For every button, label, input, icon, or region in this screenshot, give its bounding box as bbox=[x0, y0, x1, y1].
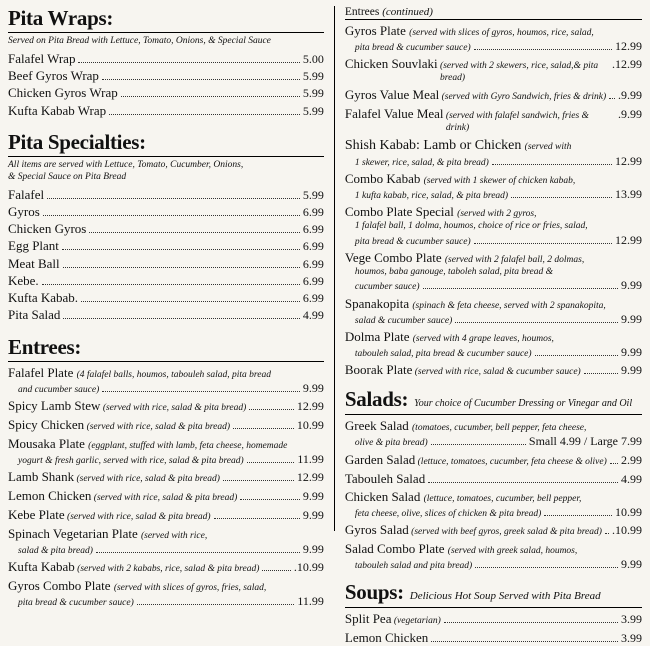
item-price: 6.99 bbox=[302, 204, 324, 219]
dot-leader bbox=[43, 209, 300, 216]
item-name: Spinach Vegetarian Plate bbox=[8, 525, 138, 541]
dot-leader bbox=[109, 108, 300, 115]
left-column bbox=[8, 6, 334, 608]
item-desc: (served with rice, salad & pita bread) bbox=[102, 402, 247, 413]
item-desc: (served with Gyro Sandwich, fries & drink) bbox=[441, 92, 607, 103]
item-price: 9.99 bbox=[302, 541, 324, 556]
item-desc: (lettuce, tomatoes, cucumber, feta cheese & olive) bbox=[417, 456, 607, 467]
list-item bbox=[8, 204, 324, 220]
dot-leader bbox=[249, 403, 294, 410]
dot-leader bbox=[63, 312, 300, 319]
item-price: Small 4.99 / Large 7.99 bbox=[528, 434, 642, 449]
item-desc: (vegetarian) bbox=[393, 616, 441, 627]
item-name: Chicken Souvlaki bbox=[344, 56, 438, 72]
item-desc-cont: pita bread & cucumber sauce) bbox=[18, 597, 134, 608]
dot-leader bbox=[431, 635, 618, 642]
soups-title: Soups: bbox=[344, 580, 404, 605]
salads-subtitle: Your choice of Cucumber Dressing or Vinegar and Oil bbox=[414, 398, 633, 410]
pita-wraps-list bbox=[8, 51, 324, 119]
list-item bbox=[345, 137, 642, 169]
item-price: 13.99 bbox=[615, 187, 642, 202]
item-name: Spicy Chicken bbox=[8, 416, 85, 432]
item-price: 6.99 bbox=[302, 291, 324, 306]
item-desc: (spinach & feta cheese, served with 2 spanakopita, bbox=[412, 300, 606, 311]
dot-leader bbox=[78, 56, 299, 63]
dot-leader bbox=[214, 512, 300, 519]
item-name: Gyros bbox=[8, 203, 40, 219]
list-item bbox=[8, 507, 324, 524]
divider bbox=[8, 361, 324, 362]
item-price: 11.99 bbox=[297, 451, 324, 466]
list-item bbox=[8, 578, 324, 609]
salads-heading bbox=[345, 387, 642, 413]
item-desc: (served with rice, salad & pita bread) bbox=[76, 474, 220, 485]
entrees-continued-label: (continued) bbox=[382, 6, 433, 18]
divider bbox=[345, 414, 642, 415]
item-desc-cont: tabouleh salad, pita bread & cucumber sauce) bbox=[354, 349, 532, 360]
item-desc: (served with rice, bbox=[140, 530, 208, 541]
item-price: 11.99 bbox=[297, 593, 324, 608]
item-desc: (served with rice, salad & cucumber sauce) bbox=[414, 367, 581, 378]
list-item bbox=[8, 559, 324, 576]
list-item bbox=[8, 68, 324, 84]
item-name: Falafel Wrap bbox=[8, 50, 76, 66]
item-name: Lemon Chicken bbox=[8, 487, 92, 503]
item-name: Lamb Shank bbox=[8, 469, 75, 485]
item-price: 12.99 bbox=[615, 39, 642, 53]
item-price: 6.99 bbox=[302, 273, 324, 288]
list-item bbox=[8, 221, 324, 237]
dot-leader bbox=[609, 92, 615, 99]
dot-leader bbox=[137, 598, 295, 605]
item-price: 5.00 bbox=[302, 51, 324, 66]
item-price: 12.99 bbox=[296, 398, 324, 413]
list-item bbox=[8, 398, 324, 415]
item-name: Split Pea bbox=[344, 611, 392, 627]
item-desc: (served with 4 grape leaves, houmos, bbox=[412, 334, 554, 345]
dot-leader bbox=[431, 438, 526, 445]
item-name: Mousaka Plate bbox=[8, 435, 85, 451]
item-price: 4.99 bbox=[302, 308, 324, 323]
item-price: 9.99 bbox=[302, 380, 324, 395]
item-price: 12.99 bbox=[615, 232, 642, 247]
divider bbox=[8, 156, 324, 157]
list-item bbox=[8, 256, 324, 272]
item-name: Salad Combo Plate bbox=[344, 540, 445, 556]
divider bbox=[345, 607, 642, 608]
item-price: 9.99 bbox=[621, 345, 642, 360]
item-price: 6.99 bbox=[302, 256, 324, 271]
note-line-2: & Special Sauce on Pita Bread bbox=[8, 171, 127, 182]
item-price: 2.99 bbox=[621, 452, 642, 467]
dot-leader bbox=[89, 226, 300, 233]
item-name: Lemon Chicken bbox=[344, 630, 429, 645]
item-desc-cont: feta cheese, olive, slices of chicken & pita bread) bbox=[354, 508, 542, 519]
item-price: .9.99 bbox=[618, 88, 642, 103]
list-item bbox=[8, 526, 324, 557]
item-desc-cont: salad & pita bread) bbox=[18, 545, 93, 556]
item-name: Falafel Value Meal bbox=[344, 105, 444, 121]
item-desc: (served with 2 gyros, bbox=[457, 209, 537, 220]
list-item bbox=[345, 23, 642, 54]
item-price: 6.99 bbox=[302, 239, 324, 254]
item-name: Egg Plant bbox=[8, 238, 59, 254]
dot-leader bbox=[47, 192, 300, 199]
dot-leader bbox=[247, 456, 295, 463]
item-desc: (served with rice, salad & pita bread) bbox=[93, 492, 238, 503]
item-desc-cont: 1 kufta kabab, rice, salad, & pita bread) bbox=[354, 191, 509, 202]
item-name: Chicken Gyros Wrap bbox=[8, 85, 118, 101]
list-item bbox=[345, 329, 642, 360]
item-name: Garden Salad bbox=[344, 451, 416, 467]
list-item bbox=[8, 85, 324, 101]
item-name: Greek Salad bbox=[344, 418, 409, 434]
item-name: Meat Ball bbox=[8, 255, 60, 271]
item-price: 5.99 bbox=[302, 103, 324, 118]
list-item bbox=[345, 452, 642, 469]
dot-leader bbox=[102, 385, 300, 392]
list-item bbox=[345, 541, 642, 572]
item-name: Dolma Plate bbox=[344, 329, 410, 345]
list-item bbox=[345, 106, 642, 135]
dot-leader bbox=[474, 43, 612, 50]
dot-leader bbox=[610, 457, 618, 464]
item-desc: (served with slices of gyros, houmos, rice, salad, bbox=[409, 28, 594, 38]
dot-leader bbox=[233, 422, 294, 429]
dot-leader bbox=[423, 282, 618, 289]
pita-specialties-heading: Pita Specialties: bbox=[8, 129, 146, 154]
item-desc-cont-2: pita bread & cucumber sauce) bbox=[354, 236, 471, 247]
item-name: Vege Combo Plate bbox=[344, 250, 442, 266]
item-desc-cont: salad & cucumber sauce) bbox=[354, 315, 453, 326]
item-desc: (tomatoes, cucumber, bell pepper, feta cheese, bbox=[412, 423, 587, 434]
item-name: Shish Kabab: Lamb or Chicken bbox=[344, 137, 522, 153]
entrees-continued-title: Entrees bbox=[344, 6, 380, 18]
dot-leader bbox=[223, 474, 294, 481]
item-name: Combo Kabab bbox=[344, 171, 421, 187]
list-item bbox=[345, 630, 642, 646]
item-desc: (served with rice, salad & pita bread) bbox=[86, 421, 231, 432]
dot-leader bbox=[42, 278, 300, 285]
list-item bbox=[8, 290, 324, 306]
item-desc: (eggplant, stuffed with lamb, feta cheese, homemade bbox=[88, 440, 288, 451]
soups-heading bbox=[345, 580, 642, 606]
dot-leader bbox=[262, 564, 290, 571]
item-desc-cont: yogurt & fresh garlic, served with rice, salad & pita bread) bbox=[18, 455, 244, 466]
item-name: Gyros Combo Plate bbox=[8, 577, 111, 593]
dot-leader bbox=[96, 546, 300, 553]
note-line-1: All items are served with Lettuce, Tomato, Cucumber, Onions, bbox=[8, 159, 244, 170]
item-name: Kebe. bbox=[8, 272, 39, 288]
pita-wraps-note: Served on Pita Bread with Lettuce, Tomato, Onions, & Special Sauce bbox=[8, 36, 271, 46]
item-name: Chicken Salad bbox=[344, 488, 421, 504]
dot-leader bbox=[444, 616, 618, 623]
item-price: 3.99 bbox=[621, 612, 642, 627]
item-price: 6.99 bbox=[302, 222, 324, 237]
item-name: Kebe Plate bbox=[8, 506, 65, 522]
item-desc: (lettuce, tomatoes, cucumber, bell pepper, bbox=[423, 493, 582, 504]
dot-leader bbox=[544, 509, 612, 516]
item-name: Kufta Kabab Wrap bbox=[8, 102, 107, 118]
item-name: Spicy Lamb Stew bbox=[8, 397, 101, 413]
dot-leader bbox=[605, 527, 609, 534]
list-item bbox=[345, 611, 642, 628]
right-column bbox=[334, 6, 642, 645]
item-price: 9.99 bbox=[621, 363, 642, 378]
dot-leader bbox=[474, 237, 612, 244]
item-name: Chicken Gyros bbox=[8, 221, 87, 237]
item-desc: (served with falafel sandwich, fries & drink) bbox=[445, 110, 589, 133]
dot-leader bbox=[475, 561, 618, 568]
item-desc: (served with 1 skewer of chicken kabab, bbox=[423, 176, 576, 187]
pita-wraps-heading: Pita Wraps: bbox=[8, 6, 114, 30]
item-name: Kufta Kabab. bbox=[8, 290, 79, 306]
item-desc: (served with beef gyros, greek salad & pita bread) bbox=[411, 526, 602, 537]
item-desc: (served with 2 skewers, rice, salad,& pita bread) bbox=[440, 61, 599, 84]
item-name: Gyros Salad bbox=[344, 521, 409, 537]
item-desc: (served with rice, salad & pita bread) bbox=[67, 511, 211, 522]
list-item bbox=[345, 204, 642, 248]
dot-leader bbox=[511, 191, 612, 198]
list-item bbox=[345, 250, 642, 294]
item-price: .9.99 bbox=[618, 106, 642, 121]
list-item bbox=[345, 171, 642, 202]
list-item bbox=[345, 296, 642, 327]
list-item bbox=[345, 522, 642, 539]
item-desc-cont: 1 falafel ball, 1 dolma, houmos, choice of rice or fries, salad, bbox=[354, 221, 588, 232]
item-desc-cont: olive & pita bread) bbox=[354, 438, 428, 449]
list-item bbox=[8, 187, 324, 203]
salads-title: Salads: bbox=[344, 387, 409, 412]
list-item bbox=[345, 489, 642, 520]
item-price: 9.99 bbox=[302, 507, 324, 522]
entrees-heading: Entrees: bbox=[8, 334, 82, 359]
divider bbox=[8, 32, 324, 33]
list-item bbox=[345, 362, 642, 379]
list-item bbox=[8, 417, 324, 434]
list-item bbox=[8, 103, 324, 119]
item-price: 9.99 bbox=[621, 311, 642, 326]
dot-leader bbox=[81, 295, 300, 302]
item-price: 12.99 bbox=[615, 153, 642, 168]
item-price: .10.99 bbox=[612, 522, 642, 537]
entrees-continued-heading bbox=[345, 6, 642, 18]
item-desc: (served with 2 kababs, rice, salad & pita bread) bbox=[77, 564, 260, 575]
item-desc-cont: pita bread & cucumber sauce) bbox=[354, 43, 471, 53]
item-price: .12.99 bbox=[612, 57, 642, 72]
item-desc: (4 falafel balls, houmos, tabouleh salad, pita bread bbox=[76, 369, 271, 380]
item-desc: (served with slices of gyros, fries, salad, bbox=[113, 582, 267, 593]
dot-leader bbox=[121, 90, 300, 97]
dot-leader bbox=[240, 493, 300, 500]
item-name: Tabouleh Salad bbox=[344, 470, 426, 486]
list-item bbox=[8, 273, 324, 289]
item-price: 5.99 bbox=[302, 86, 324, 101]
item-desc-cont: and cucumber sauce) bbox=[18, 384, 100, 395]
soups-subtitle: Delicious Hot Soup Served with Pita Bread bbox=[409, 590, 601, 603]
item-name: Pita Salad bbox=[8, 307, 61, 323]
item-name: Spanakopita bbox=[344, 295, 410, 311]
item-price: 9.99 bbox=[621, 556, 642, 571]
item-desc-cont-2: cucumber sauce) bbox=[354, 282, 420, 293]
list-item bbox=[8, 51, 324, 67]
pita-specialties-note bbox=[8, 160, 324, 184]
dot-leader bbox=[62, 243, 300, 250]
pita-specialties-list bbox=[8, 187, 324, 324]
item-desc: (served with 2 falafel ball, 2 dolmas, bbox=[444, 255, 585, 266]
list-item bbox=[8, 238, 324, 254]
item-name: Gyros Value Meal bbox=[344, 87, 440, 103]
item-desc: (served with greek salad, houmos, bbox=[447, 545, 578, 556]
list-item bbox=[8, 365, 324, 396]
item-price: 10.99 bbox=[615, 504, 642, 519]
item-price: 9.99 bbox=[621, 278, 642, 293]
item-desc: (served with bbox=[524, 141, 572, 152]
item-price: 12.99 bbox=[296, 470, 324, 485]
list-item bbox=[345, 418, 642, 449]
dot-leader bbox=[584, 367, 618, 374]
list-item bbox=[8, 469, 324, 486]
list-item bbox=[345, 471, 642, 487]
item-price: 5.99 bbox=[302, 187, 324, 202]
item-price: .10.99 bbox=[293, 560, 324, 575]
item-name: Beef Gyros Wrap bbox=[8, 68, 99, 84]
list-item bbox=[345, 87, 642, 104]
dot-leader bbox=[63, 261, 300, 268]
list-item bbox=[8, 307, 324, 323]
item-price: 4.99 bbox=[621, 471, 642, 486]
list-item bbox=[8, 488, 324, 505]
item-name: Combo Plate Special bbox=[344, 204, 454, 220]
divider bbox=[345, 19, 642, 20]
item-price: 3.99 bbox=[621, 631, 642, 645]
dot-leader bbox=[455, 316, 618, 323]
dot-leader bbox=[535, 349, 618, 356]
dot-leader bbox=[428, 476, 618, 483]
item-desc-cont: 1 skewer, rice, salad, & pita bread) bbox=[354, 157, 489, 168]
dot-leader bbox=[492, 158, 612, 165]
list-item bbox=[8, 436, 324, 467]
item-name: Boorak Plate bbox=[344, 362, 413, 378]
item-price: 10.99 bbox=[296, 417, 324, 432]
item-name: Kufta Kabab bbox=[8, 559, 75, 575]
item-name: Falafel bbox=[8, 186, 45, 202]
dot-leader bbox=[102, 73, 300, 80]
item-desc-cont: houmos, baba ganouge, taboleh salad, pita bread & bbox=[354, 267, 553, 278]
item-price: 9.99 bbox=[302, 488, 324, 503]
item-price: 5.99 bbox=[302, 69, 324, 84]
item-name: Falafel Plate bbox=[8, 364, 74, 380]
item-desc-cont: tabouleh salad and pita bread) bbox=[354, 560, 473, 571]
list-item bbox=[345, 56, 642, 85]
item-name: Gyros Plate bbox=[344, 23, 406, 38]
